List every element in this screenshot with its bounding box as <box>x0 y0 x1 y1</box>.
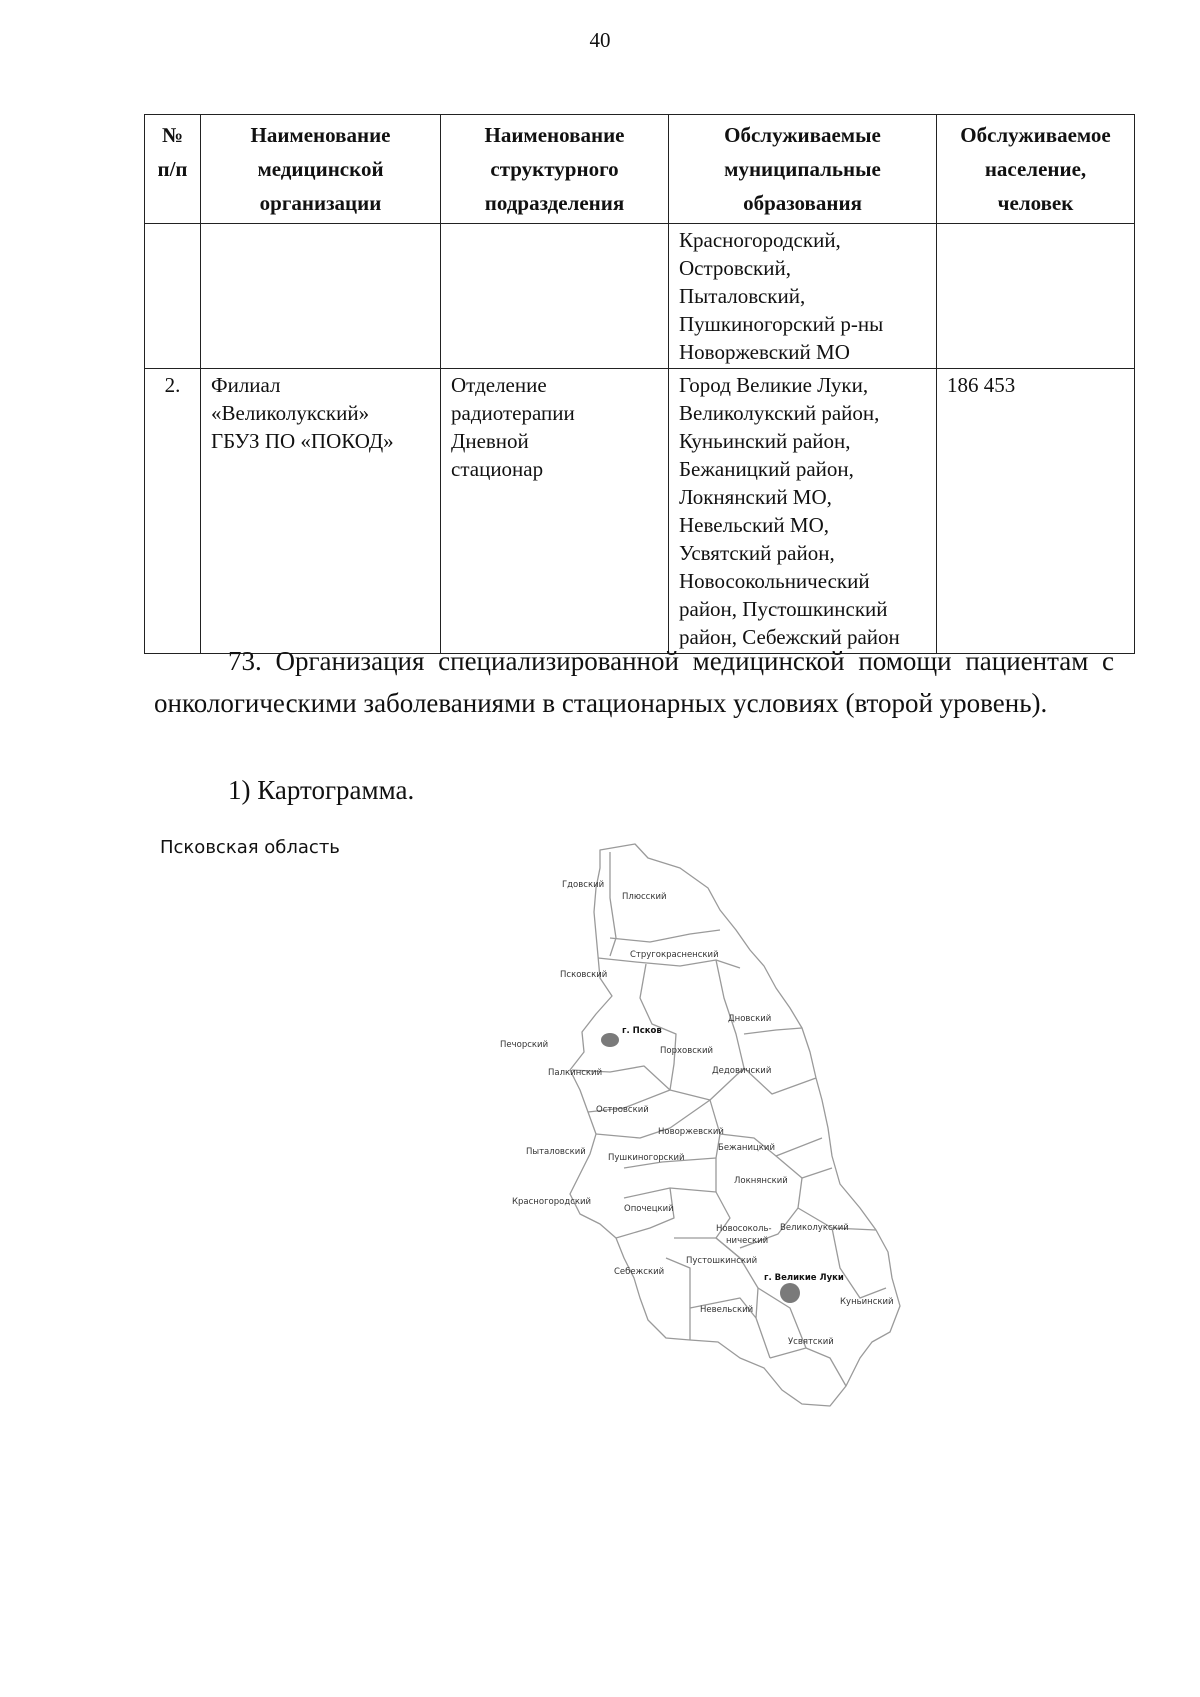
row2-division: Отделение радиотерапии Дневной стационар <box>441 369 669 654</box>
table-row <box>145 369 1135 654</box>
border-gdov-plyussa <box>610 852 616 956</box>
header-municipalities: Обслуживаемые муниципальные образования <box>669 115 937 224</box>
border-dno-dedovichi <box>744 1028 802 1034</box>
label-pytalovsky: Пыталовский <box>526 1147 586 1157</box>
page-number: 40 <box>589 28 611 52</box>
header-organization: Наименование медицинской организации <box>201 115 441 224</box>
row1-division <box>441 224 669 369</box>
border-nevel-usvyaty <box>770 1348 846 1386</box>
row1-num <box>145 224 201 369</box>
row2-organization: Филиал «Великолукский» ГБУЗ ПО «ПОКОД» <box>201 369 441 654</box>
row2-num: 2. <box>145 369 201 654</box>
oblast-outline <box>570 844 900 1406</box>
label-novosokolnichesky-1: Новосоколь- <box>716 1224 772 1234</box>
header-num: № п/п <box>145 115 201 224</box>
velikie-luki-city-marker <box>780 1283 800 1303</box>
border-sebezh-pustoshka <box>666 1258 690 1340</box>
label-plyussky: Плюсский <box>622 892 667 902</box>
label-strugokrasnensky: Стругокрасненский <box>630 950 719 960</box>
paragraph-cartogram: 1) Картограмма. <box>228 775 415 805</box>
header-population: Обслуживаемое население, человек <box>937 115 1135 224</box>
border-velikoluki-kunya <box>832 1228 886 1298</box>
paragraph-73: 73. Организация специализированной медицинской помощи пациентам с онкологическими заболеваниями в стационарных условиях (второй уровень). <box>154 646 1114 718</box>
row1-population <box>937 224 1135 369</box>
organizations-table <box>144 114 1135 654</box>
label-novosokolnichesky-2: нический <box>726 1236 769 1246</box>
table-header-row <box>145 115 1135 224</box>
pskov-city-marker <box>601 1033 619 1047</box>
label-usvyatsky: Усвятский <box>788 1337 834 1347</box>
label-ostrovsky: Островский <box>596 1105 649 1115</box>
label-porkhovsky: Порховский <box>660 1046 714 1056</box>
label-dnovsky: Дновский <box>728 1014 772 1024</box>
label-pechorsky: Печорский <box>500 1040 549 1050</box>
map-title: Псковская область <box>160 837 340 858</box>
label-loknyansky: Локнянский <box>734 1176 788 1186</box>
row2-municipalities: Город Великие Луки, Великолукский район, Куньинский район, Бежаницкий район, Локнянский МО, Невельский МО, Усвятский район, Новосокольнический район, Пустошкинский район, Себежский район <box>669 369 937 654</box>
label-nevelsky: Невельский <box>700 1305 754 1315</box>
cartogram-map <box>500 838 980 1438</box>
table-row <box>145 224 1135 369</box>
label-city-pskov: г. Псков <box>622 1026 662 1036</box>
label-sebezhsky: Себежский <box>614 1267 665 1277</box>
label-opochetsky: Опочецкий <box>624 1204 674 1214</box>
label-pustoshkinsky: Пустошкинский <box>686 1256 758 1266</box>
region-borders <box>570 844 900 1406</box>
pskov-oblast-map <box>500 838 980 1438</box>
label-city-velikie-luki: г. Великие Луки <box>764 1273 844 1283</box>
header-division: Наименование структурного подразделения <box>441 115 669 224</box>
row1-municipalities: Красногородский, Островский, Пыталовский, Пушкиногорский р-ны Новоржевский МО <box>669 224 937 369</box>
label-krasnogorodsky: Красногородский <box>512 1197 592 1207</box>
label-dedovichsky: Дедовичский <box>712 1066 772 1076</box>
label-novorzhevsky: Новоржевский <box>658 1127 724 1137</box>
label-kuninsky: Куньинский <box>840 1297 894 1307</box>
row1-organization <box>201 224 441 369</box>
label-palkinsky: Палкинский <box>548 1068 603 1078</box>
border-plyussa-strugi <box>610 930 720 942</box>
label-pskovsky: Псковский <box>560 970 608 980</box>
border-bezhanitsy-loknya <box>776 1156 832 1178</box>
label-velikoluksky: Великолукский <box>780 1223 849 1233</box>
label-gdovsky: Гдовский <box>562 880 605 890</box>
row2-population: 186 453 <box>937 369 1135 654</box>
label-bezhanitsky: Бежаницкий <box>718 1143 775 1153</box>
label-pushkinogorsky: Пушкиногорский <box>608 1153 685 1163</box>
